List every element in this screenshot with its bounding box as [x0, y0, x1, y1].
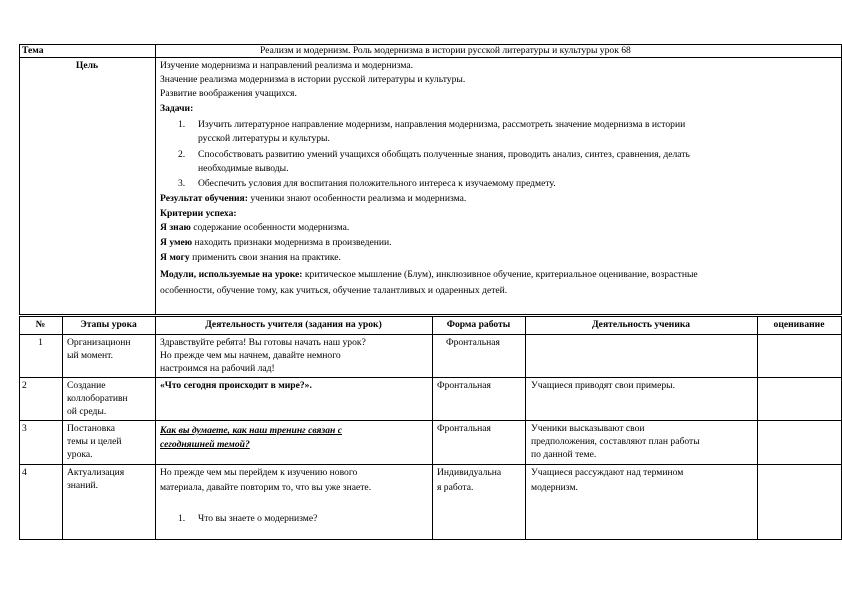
task-1-line-2: русской литературы и культуры.: [198, 133, 330, 144]
lesson-col-line-2: [155, 316, 156, 540]
lesson-col-line-4: [525, 316, 526, 540]
tasks-label: Задачи:: [160, 103, 194, 114]
criteria-item-2: [160, 236, 392, 250]
lesson-col-line-5: [757, 316, 758, 540]
row-3-teacher-line-1: Как вы думаете, как наш тренинг связан с: [160, 425, 342, 436]
criteria-3-bold: Я могу: [160, 252, 190, 263]
goal-line-3: Развитие воображения учащихся.: [160, 88, 297, 99]
row-3-form: Фронтальная: [437, 423, 491, 434]
criteria-1-text: содержание особенности модернизма.: [190, 222, 350, 233]
criteria-label: Критерии успеха:: [160, 208, 237, 219]
criteria-item-1: [160, 221, 349, 235]
col-header-teacher: Деятельность учителя (задания на урок): [205, 319, 382, 330]
tema-value: Реализм и модернизм. Роль модернизма в истории русской литературы и культуры урок 68: [260, 45, 631, 56]
task-1-line-1: Изучить литературное направление модернизм, направления модернизма, рассмотреть значение модернизма в истории: [198, 119, 686, 130]
goal-line-2: Значение реализма модернизма в истории русской литературы и культуры.: [160, 74, 466, 85]
row-1-form: Фронтальная: [446, 337, 500, 348]
top-table-border-bottom: [19, 314, 842, 315]
row-4-form-line-2: я работа.: [437, 482, 474, 493]
criteria-1-bold: Я знаю: [160, 222, 191, 233]
col-header-form: Форма работы: [446, 319, 511, 330]
col-header-number: №: [35, 319, 46, 330]
task-3-number: 3.: [178, 178, 186, 189]
row-1-stage-line-2: ый момент.: [67, 350, 113, 361]
criteria-item-3: [160, 251, 341, 265]
criteria-2-bold: Я умею: [160, 237, 193, 248]
criteria-2-text: находить признаки модернизма в произведении.: [192, 237, 392, 248]
row-3-teacher-line-2: сегодняшней темой?: [160, 439, 250, 450]
lesson-table-border-top: [19, 316, 842, 317]
row-1-teacher-line-3: настроимся на рабочий лад!: [160, 363, 275, 374]
row-3-student-line-1: Ученики высказывают свои: [531, 423, 645, 434]
row-1-teacher-line-1: Здравствуйте ребята! Вы готовы начать наш урок?: [160, 337, 366, 348]
row-3-student-line-2: предположения, составляют план работы: [531, 436, 700, 447]
lesson-table-header-bottom: [19, 334, 842, 335]
row-1-stage-line-1: Организационн: [67, 337, 131, 348]
task-3-line-1: Обеспечить условия для воспитания положительного интереса к изучаемому предмету.: [198, 178, 556, 189]
lesson-table-row3-bottom: [19, 464, 842, 465]
lesson-col-line-0: [19, 316, 20, 540]
row-2-stage-line-1: Создание: [67, 380, 106, 391]
row-4-teacher-item-text: Что вы знаете о модернизме?: [198, 513, 318, 524]
row-2-student-line-1: Учащиеся приводят свои примеры.: [531, 380, 675, 391]
lesson-table-row2-bottom: [19, 420, 842, 421]
row-3-stage-line-1: Постановка: [67, 423, 116, 434]
learning-result: [160, 192, 466, 206]
lesson-table-border-bottom: [19, 539, 842, 540]
row-4-student-line-1: Учащиеся рассуждают над термином: [531, 467, 684, 478]
modules-label: Модули, используемые на уроке:: [160, 269, 303, 280]
modules-line-1: [160, 268, 698, 282]
criteria-3-text: применить свои знания на практике.: [189, 252, 341, 263]
task-2-line-2: необходимые выводы.: [198, 163, 289, 174]
row-2-stage-line-2: коллоборативн: [67, 393, 128, 404]
row-4-stage-line-2: знаний.: [67, 480, 98, 491]
row-3-number: 3: [22, 423, 27, 434]
row-4-form-line-1: Индивидуальна: [437, 467, 502, 478]
task-1-number: 1.: [178, 119, 186, 130]
goal-label: Цель: [75, 60, 99, 71]
row-3-student-line-3: по данной теме.: [531, 449, 597, 460]
tema-label: Тема: [22, 45, 44, 56]
goal-line-1: Изучение модернизма и направлений реализма и модернизма.: [160, 60, 414, 71]
task-2-number: 2.: [178, 149, 186, 160]
row-4-teacher-line-2: материала, давайте повторим то, что вы уже знаете.: [160, 482, 372, 493]
col-header-student: Деятельность ученика: [591, 319, 691, 330]
row-4-stage-line-1: Актуализация: [67, 467, 125, 478]
row-4-teacher-item-number: 1.: [178, 513, 186, 524]
row-2-number: 2: [22, 380, 27, 391]
task-2-line-1: Способствовать развитию умений учащихся обобщать полученные знания, проводить анализ, синтез, сравнения, делать: [198, 149, 690, 160]
row-2-form: Фронтальная: [437, 380, 491, 391]
modules-line-2: особенности, обучение тому, как учиться, обучение талантливых и одаренных детей.: [160, 285, 508, 296]
row-4-number: 4: [22, 467, 27, 478]
row-3-stage-line-3: урока.: [67, 449, 93, 460]
row-2-stage-line-3: ой среды.: [67, 406, 107, 417]
lesson-col-line-3: [432, 316, 433, 540]
learning-result-text: ученики знают особенности реализма и модернизма.: [247, 193, 467, 204]
modules-text: критическое мышление (Блум), инклюзивное обучение, критериальное оценивание, возрастные: [302, 269, 698, 280]
row-1-teacher-line-2: Но прежде чем мы начнем, давайте немного: [160, 350, 341, 361]
row-3-stage-line-2: темы и целей: [67, 436, 122, 447]
top-table-border-left: [19, 44, 20, 315]
row-4-student-line-2: модернизм.: [531, 482, 578, 493]
row-4-teacher-line-1: Но прежде чем мы перейдем к изучению нового: [160, 467, 358, 478]
row-1-number: 1: [38, 337, 43, 348]
top-table-col-divider: [155, 44, 156, 315]
col-header-stages: Этапы урока: [80, 319, 137, 330]
col-header-assessment: оценивание: [773, 319, 825, 330]
row-2-teacher-line-1: «Что сегодня происходит в мире?».: [160, 380, 312, 391]
lesson-col-line-1: [62, 316, 63, 540]
lesson-table-row1-bottom: [19, 377, 842, 378]
learning-result-label: Результат обучения:: [160, 193, 248, 204]
